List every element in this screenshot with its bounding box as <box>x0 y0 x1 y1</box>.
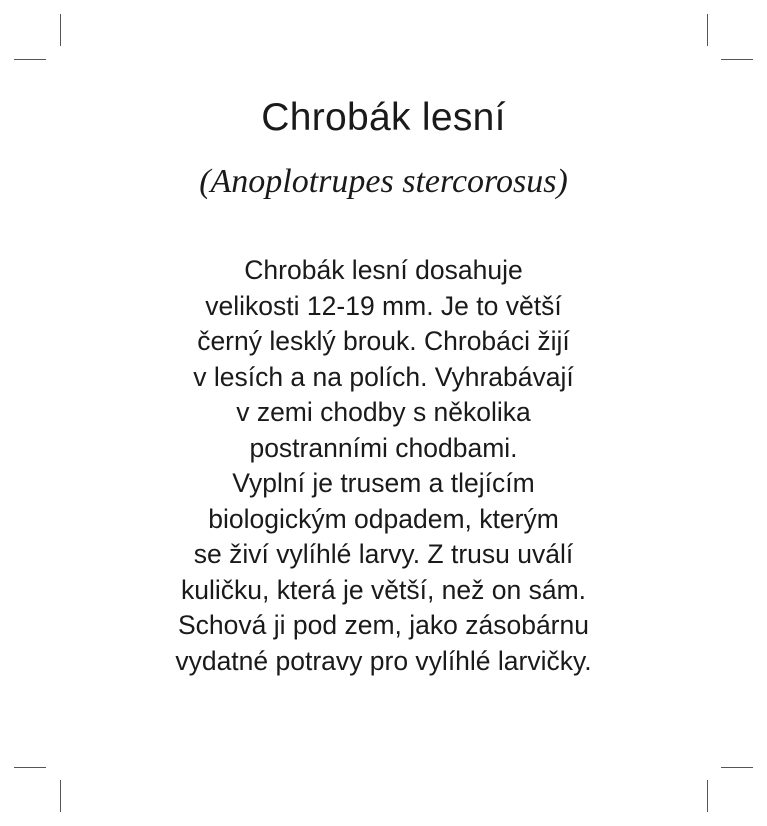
description-line: v zemi chodby s několika <box>236 397 531 427</box>
description-line: kuličku, která je větší, než on sám. <box>180 574 587 605</box>
description-line: biologickým odpadem, kterým <box>208 503 559 534</box>
description-line: vydatné potravy pro vylíhlé larvičky. <box>175 645 592 676</box>
description-line: velikosti 12-19 mm. Je to větší <box>205 290 562 321</box>
description-line: Schová ji pod zem, jako zásobárnu <box>178 610 589 640</box>
crop-mark-bottom-left-vertical <box>60 780 61 812</box>
description-line: černý lesklý brouk. Chrobáci žijí <box>197 326 570 356</box>
description-line: Vyplní je trusem a tlejícím <box>232 468 535 498</box>
crop-mark-top-right-horizontal <box>721 59 753 60</box>
crop-mark-bottom-right-vertical <box>707 780 708 812</box>
description-line: se živí vylíhlé larvy. Z trusu uválí <box>193 539 574 569</box>
crop-mark-bottom-left-horizontal <box>14 767 46 768</box>
latin-name: (Anoplotrupes stercorosus) <box>199 163 568 200</box>
crop-mark-top-left-horizontal <box>14 59 46 60</box>
page-title: Chrobák lesní <box>261 96 506 139</box>
description-line: Chrobák lesní dosahuje <box>244 255 523 285</box>
description-line: v lesích a na polích. Vyhrabávají <box>193 361 574 392</box>
crop-mark-top-right-vertical <box>707 14 708 46</box>
crop-mark-top-left-vertical <box>60 14 61 46</box>
description-line: postranními chodbami. <box>249 432 518 463</box>
crop-mark-bottom-right-horizontal <box>721 767 753 768</box>
description <box>0 253 767 679</box>
